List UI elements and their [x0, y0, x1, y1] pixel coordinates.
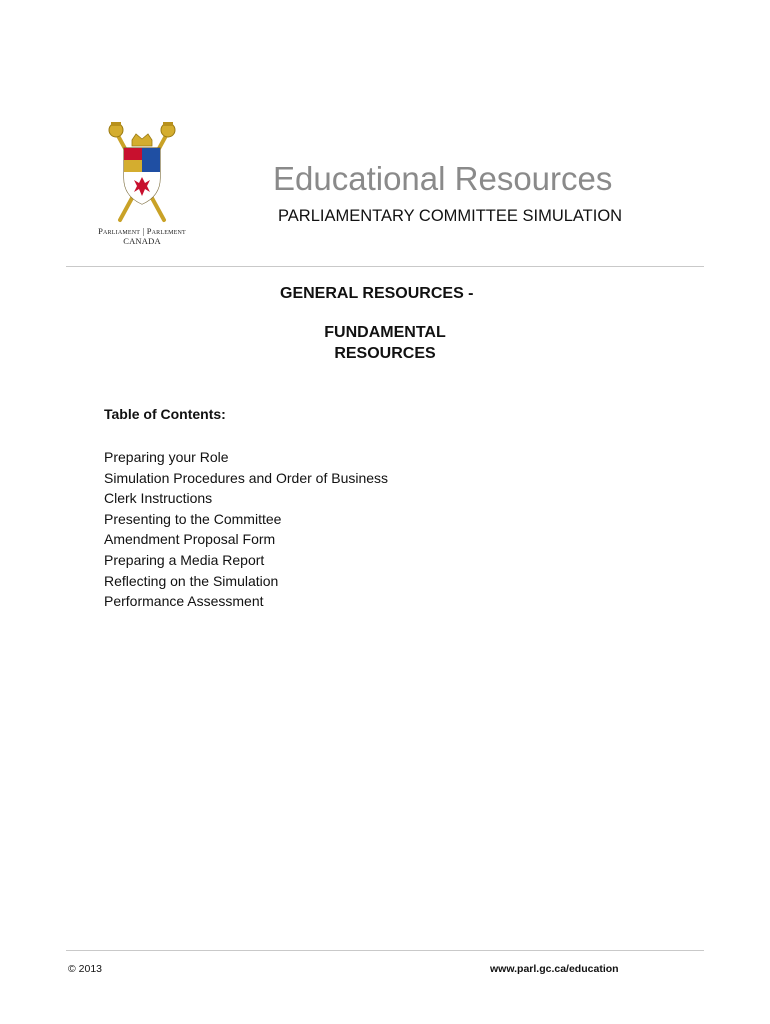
section-subheading [270, 322, 500, 364]
parliament-crest-icon [106, 120, 178, 226]
toc-item: Preparing your Role [104, 449, 229, 465]
header-divider [66, 266, 704, 267]
footer-copyright: © 2013 [68, 963, 103, 975]
section-heading: GENERAL RESOURCES - [280, 285, 474, 302]
toc-item: Amendment Proposal Form [104, 531, 276, 548]
section-subheading-line-2: RESOURCES [334, 345, 436, 362]
toc-item: Presenting to the Committee [104, 510, 282, 527]
section-subheading-line-1: FUNDAMENTAL [324, 324, 446, 341]
toc-title: Table of Contents: [104, 406, 226, 422]
footer-divider [66, 950, 704, 951]
parliament-logo [84, 120, 200, 252]
toc-item: Clerk Instructions [104, 490, 213, 507]
table-of-contents [104, 447, 388, 612]
toc-item: Preparing a Media Report [104, 551, 265, 568]
toc-item: Reflecting on the Simulation [104, 572, 279, 589]
footer-url: www.parl.gc.ca/education [490, 963, 619, 975]
logo-wordmark [84, 226, 200, 246]
toc-item: Performance Assessment [104, 593, 264, 610]
logo-line-1: Parliament | Parlement [98, 226, 186, 236]
page-subtitle: PARLIAMENTARY COMMITTEE SIMULATION [278, 207, 623, 225]
logo-line-2: CANADA [123, 236, 161, 246]
page-title: Educational Resources [273, 160, 613, 197]
toc-item: Simulation Procedures and Order of Business [104, 469, 389, 486]
